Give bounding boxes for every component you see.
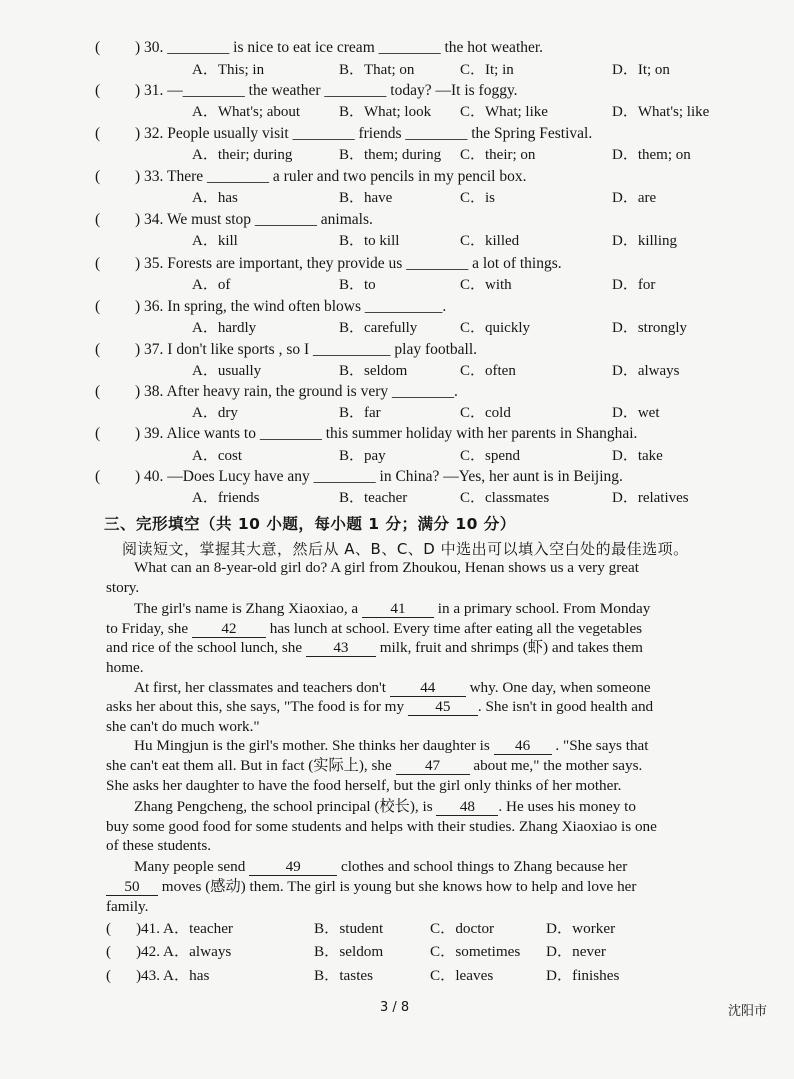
option-c: C．quickly [460,320,530,336]
passage-text: about me," the mother says. [469,757,643,774]
option-a: A．of [192,277,231,293]
option-b: B．to kill [339,233,400,249]
option-a: )41. A．teacher [136,920,233,937]
question-stem: After heavy rain, the ground is very ________. [166,383,458,400]
option-a: A．hardly [192,320,257,336]
question-34: ( ) 34. We must stop ________ animals. [95,211,373,228]
option-d: D．for [612,277,656,293]
blank-50: 50 [106,878,158,896]
option-d: D．are [612,190,657,206]
passage-text: . "She says that [551,737,649,754]
passage-line [106,599,758,619]
option-b: B．seldom [339,363,408,379]
blank-49: 49 [249,858,337,876]
option-c: C．classmates [460,490,550,506]
option-c: C．leaves [430,967,494,984]
option-c: C．sometimes [430,943,521,960]
option-d: D．relatives [612,490,689,506]
blank-44: 44 [390,679,466,697]
option-a: A．dry [192,405,238,421]
option-b: B．far [339,405,381,421]
question-35: ( ) 35. Forests are important, they provide us ________ a lot of things. [95,255,562,272]
option-d: D．What's; like [612,104,710,120]
passage-text: Hu Mingjun is the girl's mother. She thinks her daughter is [134,737,494,754]
option-a: )42. A．always [136,943,232,960]
passage-text: why. One day, when someone [465,679,651,696]
passage-text: in a primary school. From Monday [433,600,651,617]
question-33: ( ) 33. There ________ a ruler and two pencils in my pencil box. [95,168,527,185]
option-b: B．teacher [339,490,408,506]
option-d: D．strongly [612,320,688,336]
option-b: B．That; on [339,62,415,78]
option-c: C．killed [460,233,520,249]
passage-line [106,756,730,776]
option-a: A．friends [192,490,260,506]
passage-text: At first, her classmates and teachers don't [134,679,390,696]
question-number: ) 34. [135,211,164,228]
question-stem: ________ is nice to eat ice cream ________ the hot weather. [167,39,544,56]
passage-text: asks her about this, she says, "The food is for my [106,698,408,715]
passage-text: to Friday, she [106,620,192,637]
passage-text: has lunch at school. Every time after eating all the vegetables [265,620,643,637]
option-d: D．never [546,943,606,960]
passage-text: and rice of the school lunch, she [106,639,306,656]
option-b: B．them; during [339,147,442,163]
option-a: A．has [192,190,238,206]
option-d: D．take [612,448,663,464]
question-stem: —Does Lucy have any ________ in China? —Yes, her aunt is in Beijing. [167,468,623,485]
question-number: ) 30. [135,39,164,56]
option-a: A．their; during [192,147,293,163]
option-c: C．is [460,190,496,206]
passage-line: family. [106,898,149,915]
option-a: A．What's; about [192,104,301,120]
option-d: D．them; on [612,147,691,163]
passage-line [106,736,758,756]
option-b: B．to [339,277,376,293]
passage-text: she can't eat them all. But in fact (实际上), she [106,757,396,774]
question-stem: In spring, the wind often blows __________. [167,298,447,315]
passage-line [106,697,730,717]
option-d: D．killing [612,233,678,249]
option-a: )43. A．has [136,967,210,984]
passage-line: she can't do much work." [106,718,260,735]
answer-paren: ( [106,920,112,937]
option-d: D．finishes [546,967,620,984]
option-c: C．It; in [460,62,514,78]
question-number: ) 38. [135,383,164,400]
question-number: ) 35. [135,255,164,272]
answer-paren: ( [106,943,112,960]
option-c: C．with [460,277,512,293]
section-instruction: 阅读短文，掌握其大意，然后从 A、B、C、D 中选出可以填入空白处的最佳选项。 [122,540,689,558]
question-stem: Alice wants to ________ this summer holiday with her parents in Shanghai. [166,425,638,442]
passage-line: She asks her daughter to have the food herself, but the girl only thinks of her mother. [106,777,622,794]
option-c: C．often [460,363,516,379]
passage-text: Zhang Pengcheng, the school principal (校长), is [134,798,437,815]
question-stem: There ________ a ruler and two pencils in my pencil box. [167,168,527,185]
blank-43: 43 [306,639,376,657]
option-b: B．seldom [314,943,384,960]
blank-47: 47 [396,757,470,775]
section-title: 三、完形填空（共 10 小题，每小题 1 分；满分 10 分） [104,515,516,533]
option-c: C．What; like [460,104,548,120]
question-40: ( ) 40. —Does Lucy have any ________ in China? —Yes, her aunt is in Beijing. [95,468,623,485]
question-31: ( ) 31. —________ the weather ________ today? —It is foggy. [95,82,518,99]
question-number: ) 36. [135,298,164,315]
option-a: A．kill [192,233,238,249]
passage-line [106,797,758,817]
passage-text: . She isn't in good health and [477,698,654,715]
passage-line [106,877,730,897]
option-c: C．doctor [430,920,495,937]
blank-48: 48 [436,798,498,816]
passage-line: What can an 8-year-old girl do? A girl from Zhoukou, Henan shows us a very great [134,559,639,576]
question-number: ) 31. [135,82,164,99]
option-d: D．worker [546,920,616,937]
question-number: ) 32. [135,125,164,142]
question-39: ( ) 39. Alice wants to ________ this summer holiday with her parents in Shanghai. [95,425,638,442]
option-b: B．tastes [314,967,374,984]
blank-41: 41 [362,600,434,618]
question-stem: Forests are important, they provide us ________ a lot of things. [167,255,562,272]
option-d: D．It; on [612,62,670,78]
passage-line: buy some good food for some students and helps with their studies. Zhang Xiaoxiao is one [106,818,657,835]
passage-line: home. [106,659,144,676]
question-37: ( ) 37. I don't like sports , so I __________ play football. [95,341,478,358]
option-b: B．pay [339,448,386,464]
option-b: B．student [314,920,384,937]
question-30: ( ) 30. ________ is nice to eat ice cream ________ the hot weather. [95,39,544,56]
passage-line [106,619,730,639]
option-b: B．carefully [339,320,418,336]
option-c: C．spend [460,448,521,464]
option-a: A．This; in [192,62,265,78]
option-d: D．wet [612,405,660,421]
passage-line [106,638,730,658]
passage-line [106,678,758,698]
passage-line: of these students. [106,837,212,854]
passage-text: clothes and school things to Zhang because her [337,858,628,875]
passage-text: . He uses his money to [498,798,636,815]
passage-text: Many people send [134,858,250,875]
blank-46: 46 [494,737,552,755]
option-b: B．What; look [339,104,432,120]
option-a: A．usually [192,363,262,379]
option-a: A．cost [192,448,242,464]
question-number: ) 39. [135,425,164,442]
footer-city: 沈阳市 [728,1004,768,1019]
passage-text: The girl's name is Zhang Xiaoxiao, a [134,600,362,617]
page-number: 3 / 8 [380,1000,410,1015]
blank-45: 45 [408,698,478,716]
question-38: ( ) 38. After heavy rain, the ground is very ________. [95,383,458,400]
question-number: ) 40. [135,468,164,485]
question-stem: I don't like sports , so I __________ play football. [167,341,478,358]
option-c: C．their; on [460,147,536,163]
answer-paren: ( [106,967,112,984]
passage-text: milk, fruit and shrimps (虾) and takes them [375,639,643,656]
option-d: D．always [612,363,680,379]
blank-42: 42 [192,620,266,638]
question-stem: People usually visit ________ friends ________ the Spring Festival. [167,125,593,142]
question-32: ( ) 32. People usually visit ________ friends ________ the Spring Festival. [95,125,593,142]
question-number: ) 37. [135,341,164,358]
question-stem: We must stop ________ animals. [167,211,373,228]
passage-text: moves (感动) them. The girl is young but she knows how to help and love her [158,878,637,895]
option-b: B．have [339,190,393,206]
question-number: ) 33. [135,168,164,185]
passage-line [106,857,758,877]
option-c: C．cold [460,405,511,421]
question-stem: —________ the weather ________ today? —It is foggy. [167,82,518,99]
passage-line: story. [106,579,140,596]
question-36: ( ) 36. In spring, the wind often blows __________. [95,298,447,315]
